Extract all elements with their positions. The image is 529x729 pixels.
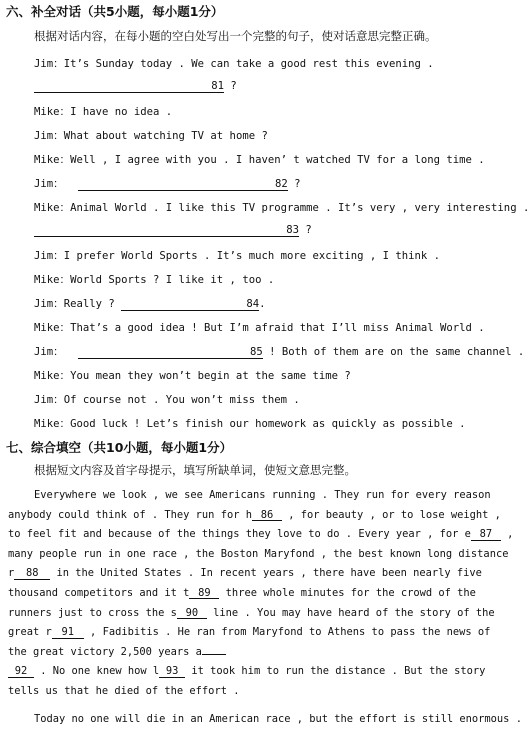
speaker: Mike： (34, 202, 71, 214)
section-6-instruction: 根据对话内容，在每小题的空白处写出一个完整的句子，使对话意思完整正确。 (34, 29, 437, 43)
dialogue-line (34, 368, 504, 383)
speaker: Jim： (34, 250, 64, 262)
passage-text: in the United States . In recent years , there have been nearly five (50, 567, 482, 580)
dialogue-line (34, 416, 504, 431)
speaker: Mike： (34, 106, 71, 118)
passage-line (8, 564, 504, 584)
passage-line (8, 584, 504, 604)
speaker: Mike： (34, 370, 71, 382)
speaker: Jim： (34, 130, 64, 142)
speaker: Mike： (34, 418, 71, 430)
section-6-title: 六、补全对话（共5小题，每小题1分） (6, 4, 224, 19)
section-7-title: 七、综合填空（共10小题，每小题1分） (6, 440, 233, 455)
passage-line (8, 623, 504, 643)
speaker: Jim： (34, 298, 64, 310)
dialogue-text: Animal World . I like this TV programme . It’s very , very interesting . (70, 202, 529, 214)
dialogue-text: I have no idea . (70, 106, 173, 118)
dialogue-line (34, 392, 504, 407)
speaker: Jim： (34, 58, 64, 70)
dialogue-text: Of course not . You won’t miss them . (63, 394, 300, 406)
passage-text: Everywhere we look , we see Americans running . They run for every reason (34, 489, 491, 501)
cloze-blank[interactable]: 87 (471, 529, 501, 540)
passage-line (8, 486, 504, 506)
speaker: Mike： (34, 322, 71, 334)
speaker: Mike： (34, 274, 71, 286)
passage-line (8, 710, 522, 729)
dialogue-text: Well , I agree with you . I haven’ t watched TV for a long time . (70, 154, 485, 166)
passage-line (8, 682, 504, 702)
passage-text: three whole minutes for the crowd of the (219, 586, 476, 599)
dialogue-line (34, 80, 504, 93)
passage-text: runners just to cross the s (8, 606, 177, 619)
dialogue-line (34, 104, 504, 119)
answer-blank[interactable]: 84 (121, 299, 259, 311)
passage-line (8, 525, 514, 545)
passage-line (8, 604, 504, 624)
dialogue-text: ? (287, 178, 301, 190)
passage-line (8, 506, 504, 526)
dialogue-line (34, 56, 504, 71)
dialogue-text: ? (224, 80, 237, 92)
dialogue-text: That’s a good idea ! But I’m afraid that I’ll miss Animal World . (70, 322, 485, 334)
dialogue-line (34, 272, 504, 287)
dialogue-text: ! Both of them are on the same channel . (262, 346, 525, 358)
passage-text: , Fadibitis . He ran from Maryfond to Athens to pass the news of (83, 626, 491, 639)
speaker: Jim： (34, 394, 64, 406)
cloze-blank[interactable] (202, 654, 226, 655)
dialogue-text: I prefer World Sports . It’s much more exciting , I think . (63, 250, 441, 262)
cloze-blank[interactable]: 93 (159, 666, 185, 677)
dialogue-line (34, 152, 504, 167)
passage-text: thousand competitors and it t (8, 586, 190, 599)
passage-text: the great victory 2,500 years a (8, 645, 202, 658)
passage-line (8, 662, 504, 682)
passage-text: anybody could think of . They run for h (8, 508, 252, 521)
passage-text: to feel fit and because of the things they love to do . Every year , for e (8, 528, 471, 541)
passage-text: Today no one will die in an American race , but the effort is still enormous . (34, 712, 522, 725)
cloze-passage (8, 486, 522, 729)
answer-blank[interactable]: 85 (78, 347, 263, 359)
dialogue-text: Good luck ! Let’s finish our homework as quickly as possible . (70, 418, 466, 430)
cloze-blank[interactable]: 91 (52, 627, 84, 638)
passage-line (8, 643, 504, 663)
speaker: Jim： (34, 346, 64, 358)
dialogue-text: Really ? (63, 298, 122, 310)
dialogue-line (34, 344, 525, 359)
dialogue-line (34, 200, 529, 215)
speaker: Jim： (34, 178, 64, 190)
dialogue-line (34, 320, 504, 335)
passage-text: , (500, 528, 514, 541)
passage-text: tells us that he died of the effort . (8, 684, 240, 697)
cloze-blank[interactable]: 92 (8, 666, 34, 677)
dialogue-text: You mean they won’t begin at the same time ? (70, 370, 351, 382)
dialogue-line (34, 296, 504, 311)
dialogue-text: . (259, 298, 266, 310)
cloze-blank[interactable]: 89 (189, 588, 219, 599)
dialogue-line (34, 248, 504, 263)
section-7-instruction: 根据短文内容及首字母提示，填写所缺单词，使短文意思完整。 (34, 463, 356, 477)
passage-text: many people run in one race , the Boston Maryfond , the best known long distance (8, 547, 509, 560)
dialogue-text: What about watching TV at home ? (63, 130, 268, 142)
paragraph-gap (8, 702, 504, 710)
cloze-blank[interactable]: 90 (177, 608, 207, 619)
answer-blank[interactable]: 82 (78, 179, 288, 191)
dialogue-text: It’s Sunday today . We can take a good rest this evening . (63, 58, 434, 70)
passage-text: line . You may have heard of the story of the (206, 606, 495, 619)
passage-text: it took him to run the distance . But the story (185, 665, 486, 678)
dialogue-line (34, 128, 504, 143)
answer-blank[interactable]: 81 (34, 81, 224, 93)
cloze-blank[interactable]: 86 (252, 510, 282, 521)
speaker: Mike： (34, 154, 71, 166)
answer-blank[interactable]: 83 (34, 225, 299, 237)
passage-text: . No one knew how l (34, 665, 160, 678)
cloze-blank[interactable]: 88 (14, 568, 50, 579)
dialogue-text: World Sports ? I like it , too . (70, 274, 275, 286)
dialogue-text: ? (299, 224, 312, 236)
passage-text: , for beauty , or to lose weight , (281, 508, 501, 521)
dialogue-line (34, 224, 504, 237)
dialogue-line (34, 176, 504, 191)
passage-line (8, 545, 509, 565)
passage-text: r (8, 567, 15, 580)
passage-text: great r (8, 626, 52, 639)
